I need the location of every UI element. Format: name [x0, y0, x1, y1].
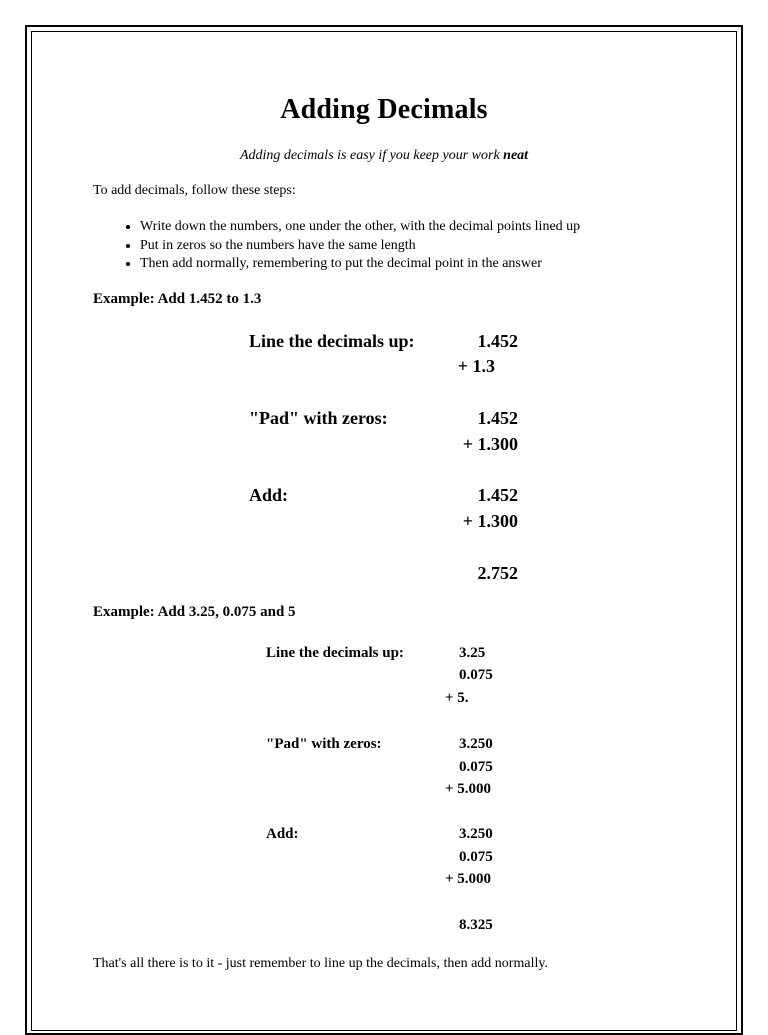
- ex1-lineup-label: Line the decimals up:: [249, 331, 415, 351]
- subtitle-text: Adding decimals is easy if you keep your work: [239, 148, 500, 163]
- ex1-lineup-top: 1.452: [477, 331, 518, 351]
- page-title: Adding Decimals: [280, 94, 488, 125]
- ex2-pad-n3: + 5.000: [445, 781, 492, 797]
- ex2-add-n1: 3.250: [459, 826, 493, 842]
- ex2-pad-n2: 0.075: [459, 759, 493, 775]
- ex2-add-n2: 0.075: [459, 849, 493, 865]
- ex1-add-result: 2.752: [477, 563, 518, 583]
- ex2-add-label: Add:: [266, 826, 299, 842]
- ex1-pad-top: 1.452: [477, 408, 518, 428]
- subtitle: [0, 148, 768, 164]
- ex1-pad-label: "Pad" with zeros:: [249, 408, 388, 428]
- page-border-inner: [31, 31, 737, 1031]
- ex2-lineup-label: Line the decimals up:: [266, 645, 404, 661]
- ex2-lineup-n3: + 5.: [445, 690, 469, 706]
- steps-list: [93, 218, 580, 274]
- ex1-pad-bottom: + 1.300: [462, 434, 518, 454]
- ex2-add-result: 8.325: [459, 917, 493, 933]
- ex1-add-top: 1.452: [477, 485, 518, 505]
- step-item: • Write down the numbers, one under the other, with the decimal points lined up: [140, 218, 580, 237]
- closing-text: That's all there is to it - just remember to line up the decimals, then add normally.: [93, 956, 548, 971]
- step-item: • Then add normally, remembering to put the decimal point in the answer: [140, 255, 580, 274]
- ex2-lineup-n1: 3.25: [459, 645, 486, 661]
- ex2-add-n3: + 5.000: [445, 871, 492, 887]
- ex2-pad-n1: 3.250: [459, 736, 493, 752]
- ex1-lineup-bottom: + 1.3: [457, 356, 495, 376]
- ex2-pad-label: "Pad" with zeros:: [266, 736, 382, 752]
- ex2-lineup-n2: 0.075: [459, 667, 493, 683]
- example-1-heading: Example: Add 1.452 to 1.3: [93, 291, 262, 307]
- step-item: • Put in zeros so the numbers have the same length: [140, 237, 580, 256]
- intro-text: To add decimals, follow these steps:: [93, 183, 296, 198]
- subtitle-emphasis: neat: [503, 148, 529, 163]
- ex1-add-label: Add:: [249, 485, 289, 505]
- example-2-heading: Example: Add 3.25, 0.075 and 5: [93, 604, 296, 620]
- ex1-add-bottom: + 1.300: [462, 511, 518, 531]
